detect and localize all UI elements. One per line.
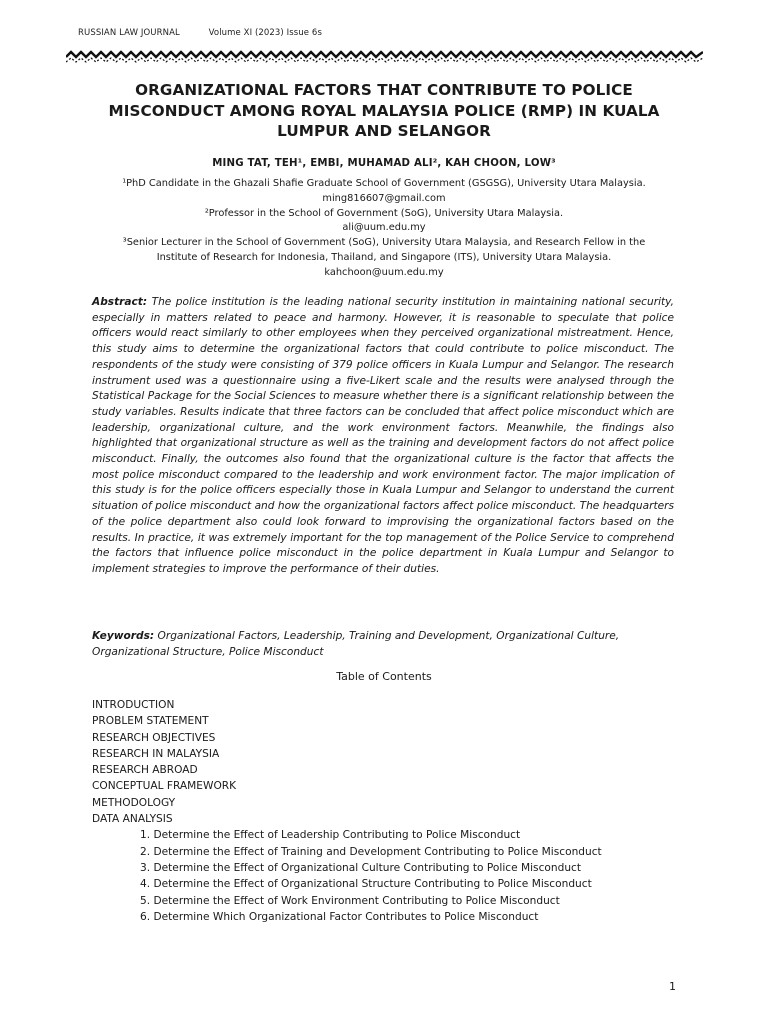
affiliation-3-line-2: Institute of Research for Indonesia, Thailand, and Singapore (ITS), University Utara Malaysia. (156, 251, 612, 263)
toc-subsection[interactable]: 2. Determine the Effect of Training and Development Contributing to Police Misconduct (140, 845, 602, 858)
author-list: MING TAT, TEH¹, EMBI, MUHAMAD ALI², KAH CHOON, LOW³ (212, 158, 556, 169)
decorative-border (66, 49, 703, 65)
author-email-2: ali@uum.edu.my (342, 222, 426, 234)
affiliations (80, 177, 688, 281)
toc-section[interactable]: RESEARCH ABROAD (92, 764, 198, 777)
keywords-text: Organizational Factors, Leadership, Training and Development, Organizational Culture, Organizational Structure, Police Misconduct (92, 630, 620, 658)
running-header (78, 28, 322, 38)
author-email-1: ming816607@gmail.com (322, 192, 446, 204)
abstract (92, 295, 674, 578)
toc-section[interactable]: RESEARCH OBJECTIVES (92, 731, 216, 744)
toc-subsection[interactable]: 6. Determine Which Organizational Factor Contributes to Police Misconduct (140, 910, 539, 923)
abstract-label: Abstract: (92, 296, 148, 308)
toc-title: Table of Contents (336, 670, 432, 683)
affiliation-3-line-1: ³Senior Lecturer in the School of Government (SoG), University Utara Malaysia, and Research Fellow in the (122, 237, 646, 249)
table-of-contents (92, 697, 692, 925)
toc-subsection[interactable]: 1. Determine the Effect of Leadership Contributing to Police Misconduct (140, 829, 521, 842)
paper-title: ORGANIZATIONAL FACTORS THAT CONTRIBUTE TO POLICE MISCONDUCT AMONG ROYAL MALAYSIA POLICE (RMP) IN KUALA LUMPUR AND SELANGOR (108, 81, 660, 140)
keywords (92, 628, 674, 660)
toc-section[interactable]: DATA ANALYSIS (92, 813, 173, 826)
author-email-3: kahchoon@uum.edu.my (324, 266, 444, 278)
volume-issue: Volume XI (2023) Issue 6s (208, 28, 322, 38)
affiliation-1: ¹PhD Candidate in the Ghazali Shafie Graduate School of Government (GSGSG), University Utara Malaysia. (122, 178, 646, 189)
toc-section[interactable]: METHODOLOGY (92, 796, 176, 809)
toc-subsection[interactable]: 4. Determine the Effect of Organizational Structure Contributing to Police Misconduct (140, 878, 592, 891)
toc-section[interactable]: RESEARCH IN MALAYSIA (92, 747, 220, 760)
abstract-text: The police institution is the leading national security institution in maintaining national security, especially in matters related to peace and harmony. However, it is reasonable to speculate that police officers would react similarly to other employees when they perceived organizational mistreatment. Hence, this study aims to determine the organizational factors that could contribute to police misconduct. The respondents of the study were consisting of 379 police officers in Kuala Lumpur and Selangor. The research instrument used was a questionnaire using a five-Likert scale and the results were analysed through the Statistical Package for the Social Sciences to measure whether there is a significant relationship between the study variables. Results indicate that three factors can be concluded that affect police misconduct which are leadership, organizational culture, and the work environment factors. Meanwhile, the findings also highlighted that organizational structure as well as the training and development factors do not affect police misconduct. Finally, the outcomes also found that the organizational culture is the factor that affects the most police misconduct compared to the leadership and work environment factor. The major implication of this study is for the police officers especially those in Kuala Lumpur and Selangor to understand the current situation of police misconduct and how the organizational factors affect police misconduct. The headquarters of the police department also could look forward to improvising the organizational factors based on the results. In practice, it was extremely important for the top management of the Police Service to comprehend the factors that influence police misconduct in the police department in Kuala Lumpur and Selangor to implement strategies to improve the performance of their duties. (92, 296, 674, 575)
affiliation-2: ²Professor in the School of Government (SoG), University Utara Malaysia. (204, 207, 564, 219)
toc-subsection[interactable]: 3. Determine the Effect of Organizational Culture Contributing to Police Misconduct (140, 861, 582, 874)
page-number: 1 (669, 980, 676, 993)
keywords-label: Keywords: (92, 630, 155, 642)
toc-subsection[interactable]: 5. Determine the Effect of Work Environment Contributing to Police Misconduct (140, 894, 560, 907)
toc-section[interactable]: CONCEPTUAL FRAMEWORK (92, 780, 237, 793)
toc-section[interactable]: PROBLEM STATEMENT (92, 715, 209, 728)
toc-section[interactable]: INTRODUCTION (92, 699, 175, 711)
journal-name: RUSSIAN LAW JOURNAL (78, 28, 180, 38)
